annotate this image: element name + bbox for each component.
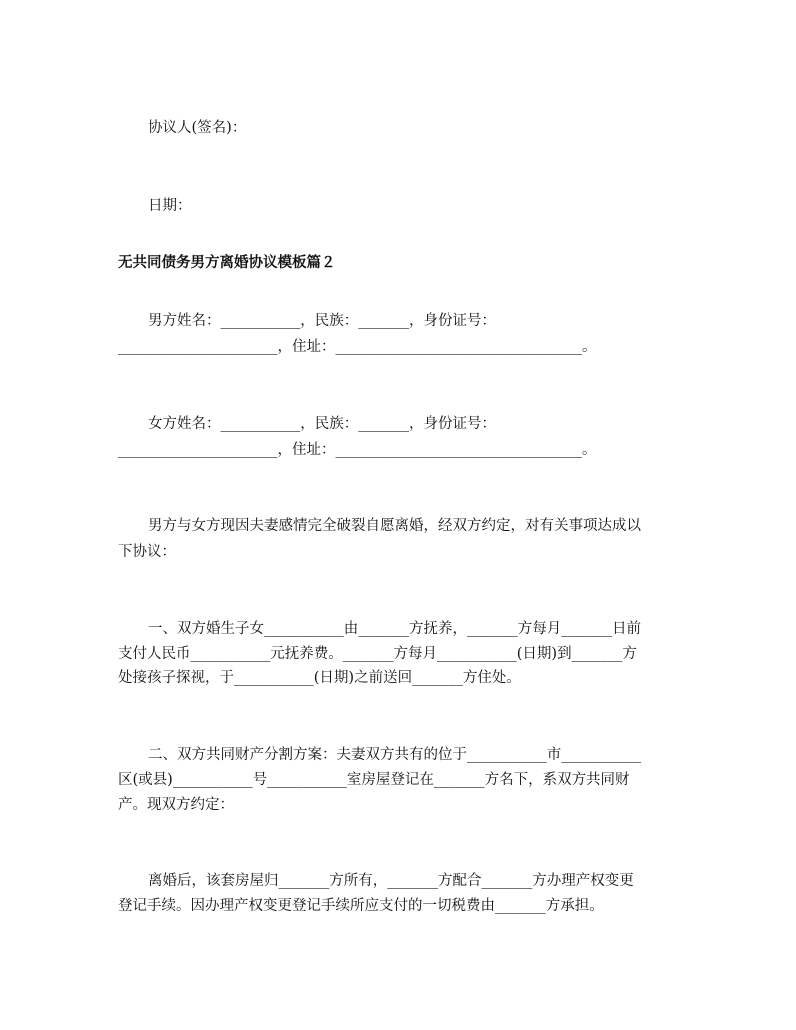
- preamble-line-2: 下协议：: [118, 544, 176, 560]
- preamble-line-1: 男方与女方现因夫妻感情完全破裂自愿离婚，经双方约定，对有关事项达成以: [148, 518, 641, 534]
- male-info-line-2: ______________________，住址：__________________________________。: [118, 339, 597, 355]
- clause-2-line-3: 产。现双方约定：: [118, 797, 234, 813]
- clause-2-line-2: 区(或县)___________号___________室房屋登记在_______方名下，系双方共同财: [118, 772, 630, 788]
- female-info-line-1: 女方姓名：___________，民族：_______，身份证号：: [148, 416, 496, 432]
- property-line-1: 离婚后，该套房屋归_______方所有，_______方配合_______方办理产权变更: [148, 873, 634, 889]
- female-info-line-2: ______________________，住址：__________________________________。: [118, 442, 597, 458]
- clause-2-line-1: 二、双方共同财产分割方案：夫妻双方共有的位于___________市___________: [148, 747, 641, 763]
- male-info-line-1: 男方姓名：___________，民族：_______，身份证号：: [148, 313, 496, 329]
- section-title: 无共同债务男方离婚协议模板篇２: [118, 255, 336, 271]
- signature-date-label: 日期：: [148, 198, 192, 214]
- clause-1-line-3: 处接孩子探视，于___________(日期)之前送回_______方住处。: [118, 670, 521, 686]
- property-line-2: 登记手续。因办理产权变更登记手续所应支付的一切税费由_______方承担。: [118, 898, 604, 914]
- clause-1-line-1: 一、双方婚生子女___________由_______方抚养，_______方每月_______日前: [148, 621, 641, 637]
- signature-party-label: 协议人(签名)：: [148, 120, 247, 136]
- clause-1-line-2: 支付人民币___________元抚养费。_______方每月___________(日期)到_______方: [118, 646, 637, 662]
